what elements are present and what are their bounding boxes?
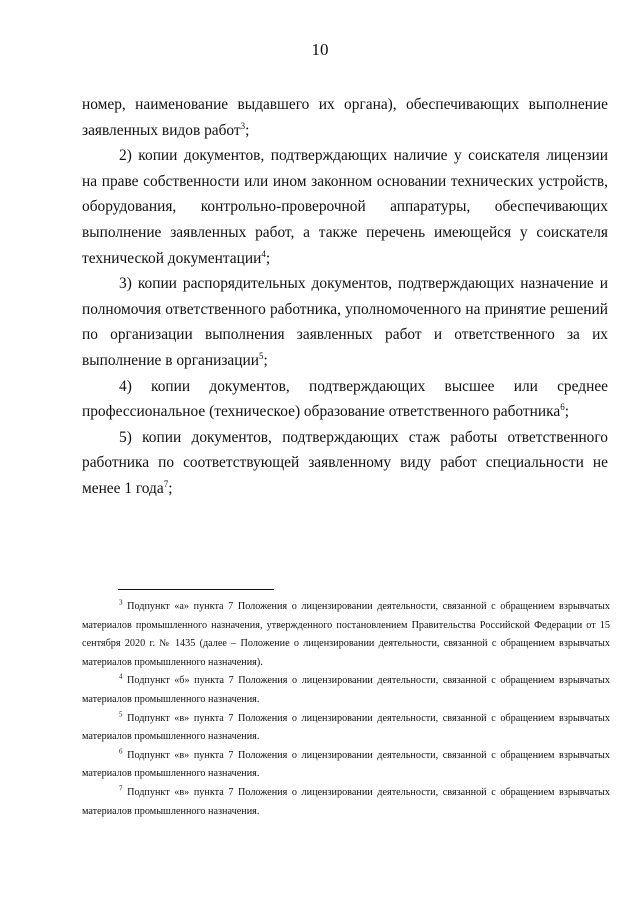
footnote-reference: 3 (240, 120, 246, 131)
footnote-mark: 6 (119, 747, 123, 756)
paragraph-text: 4) копии документов, подтверждающих высшее или среднее профессиональное (техническое) образование ответственного работника (82, 377, 608, 421)
footnote-text: Подпункт «в» пункта 7 Положения о лицензировании деятельности, связанной с обращением взрывчатых материалов промышленного назначения. (82, 786, 610, 817)
footnote-6 (82, 747, 610, 784)
footnote-3 (82, 598, 610, 672)
footnote-mark: 5 (119, 710, 123, 719)
footnote-mark: 4 (119, 672, 123, 681)
paragraph-item-5 (82, 425, 608, 502)
body-text (82, 92, 608, 502)
footnote-text: Подпункт «в» пункта 7 Положения о лицензировании деятельности, связанной с обращением взрывчатых материалов промышленного назначения. (82, 712, 610, 743)
footnote-text: Подпункт «б» пункта 7 Положения о лицензировании деятельности, связанной с обращением взрывчатых материалов промышленного назначения. (82, 675, 610, 705)
paragraph-tail: ; (564, 403, 569, 421)
paragraph-text: номер, наименование выдавшего их органа), обеспечивающих выполнение заявленных видов работ (82, 96, 608, 139)
paragraph-tail: ; (245, 121, 250, 139)
paragraph-text: 2) копии документов, подтверждающих наличие у соискателя лицензии на праве собственности или ином законном основании технических устройств, оборудования, контрольно-проверочной аппаратуры, обеспечивающих выполнение заявленных работ, а также перечень имеющейся у соискателя технической документации (82, 147, 608, 267)
paragraph-text: 5) копии документов, подтверждающих стаж работы ответственного работника по соответствующей заявленному виду работ специальности не менее 1 года (82, 428, 608, 497)
paragraph-continuation (82, 92, 608, 143)
footnote-separator (118, 589, 274, 590)
footnote-reference: 5 (258, 350, 264, 361)
paragraph-item-4 (82, 374, 608, 425)
footnote-text: Подпункт «в» пункта 7 Положения о лицензировании деятельности, связанной с обращением взрывчатых материалов промышленного назначения. (82, 749, 610, 780)
paragraph-tail: ; (168, 479, 173, 497)
footnote-reference: 6 (560, 402, 565, 412)
footnote-5 (82, 710, 610, 747)
paragraph-item-2 (82, 143, 608, 271)
footnotes (82, 598, 610, 821)
paragraph-item-3 (82, 271, 608, 373)
footnote-mark: 3 (119, 598, 123, 607)
footnote-text: Подпункт «а» пункта 7 Положения о лицензировании деятельности, связанной с обращением взрывчатых материалов промышленного назначения, утвержденного постановлением Правительства Российской Федерации от 15 сентября 2020 г. № 1435 (далее – Положение о лицензировании деятельности, связанной с обращением взрывчатых материалов промышленного назначения). (82, 601, 610, 668)
footnote-7 (82, 784, 610, 821)
page-number: 10 (311, 40, 329, 59)
paragraph-text: 3) копии распорядительных документов, подтверждающих назначение и полномочия ответственного работника, уполномоченного на принятие решений по организации выполнения заявленных работ и ответственного за их выполнение в организации (82, 275, 608, 369)
paragraph-tail: ; (265, 249, 271, 267)
footnote-mark: 7 (119, 784, 123, 793)
paragraph-tail: ; (263, 351, 268, 369)
footnote-reference: 4 (261, 248, 266, 259)
footnote-4 (82, 672, 610, 709)
footnote-reference: 7 (163, 478, 169, 489)
